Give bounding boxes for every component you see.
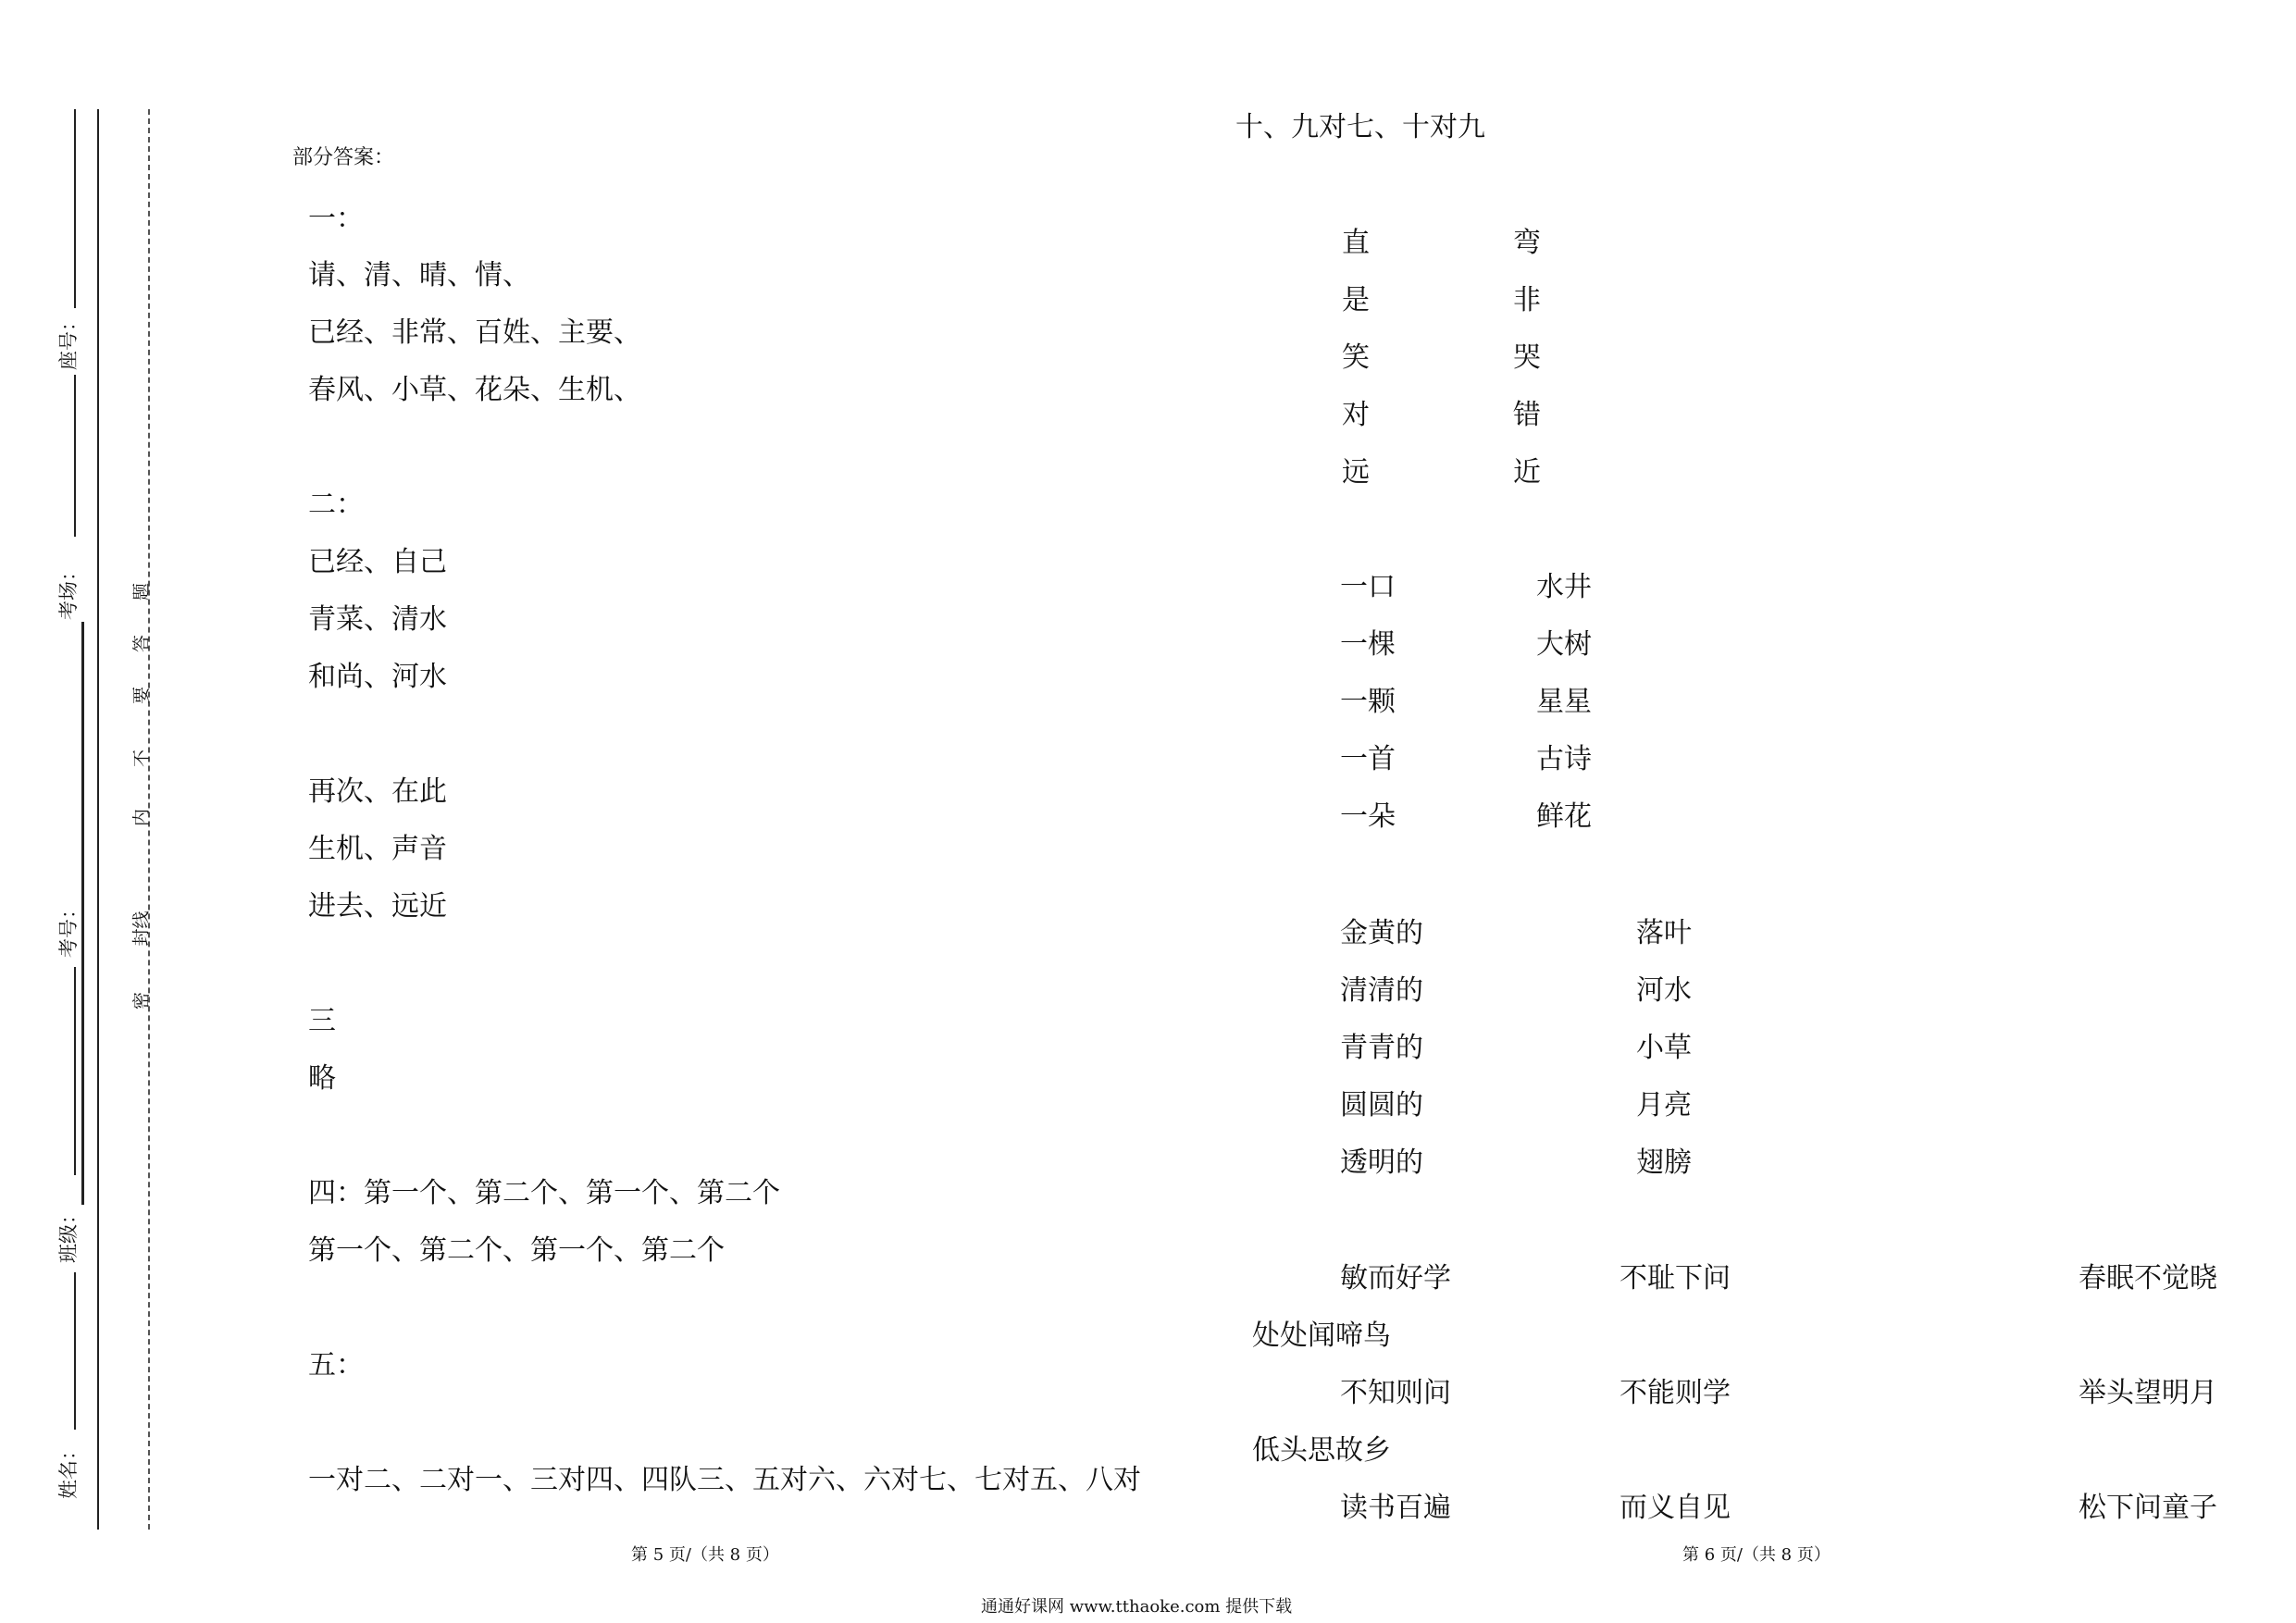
measure-word: 一朵 — [1340, 800, 1396, 833]
measure-word: 一首 — [1340, 743, 1396, 775]
poem-line: 处处闻啼鸟 — [1252, 1319, 1391, 1352]
class-underline — [74, 1272, 76, 1430]
seat-underline — [74, 109, 76, 308]
opposite-word: 弯 — [1513, 227, 1541, 259]
answer-line: 已经、自己 — [308, 546, 447, 578]
opposite-word: 哭 — [1513, 341, 1541, 374]
adjective-word: 圆圆的 — [1340, 1089, 1423, 1121]
poem-line: 低头思故乡 — [1252, 1434, 1391, 1467]
section-10-heading: 十、九对七、十对九 — [1235, 111, 1485, 143]
opposite-word: 远 — [1342, 456, 1370, 489]
phrase: 不耻下问 — [1620, 1262, 1731, 1295]
page-footer-right: 第 6 页/（共 8 页） — [1682, 1545, 1831, 1565]
seal-char: 内 — [131, 808, 153, 827]
margin-inner-thick-line — [81, 622, 84, 1205]
noun-word: 小草 — [1636, 1032, 1692, 1064]
noun-word: 星星 — [1536, 686, 1592, 718]
answer-line: 略 — [308, 1062, 336, 1095]
noun-word: 落叶 — [1636, 917, 1692, 949]
adjective-word: 清清的 — [1340, 974, 1423, 1007]
answer-line: 进去、远近 — [308, 890, 447, 923]
seal-char: 要 — [131, 686, 153, 705]
measure-word: 一棵 — [1340, 628, 1396, 661]
opposite-word: 近 — [1513, 456, 1541, 489]
answer-line: 生机、声音 — [308, 833, 447, 865]
opposite-word: 直 — [1342, 227, 1370, 259]
phrase: 敏而好学 — [1340, 1262, 1451, 1295]
answer-line: 请、清、晴、情、 — [308, 259, 530, 291]
measure-word: 一颗 — [1340, 686, 1396, 718]
adjective-right-column — [1636, 917, 1692, 1207]
room-label: 考场： — [57, 562, 80, 620]
answer-line: 和尚、河水 — [308, 661, 447, 693]
noun-word: 大树 — [1536, 628, 1592, 661]
answer-line: 春风、小草、花朵、生机、 — [308, 374, 641, 406]
seat-label: 座号： — [57, 312, 80, 370]
answer-line: 青菜、清水 — [308, 603, 447, 636]
phrase: 而义自见 — [1620, 1492, 1731, 1524]
class-label: 班级： — [57, 1205, 80, 1263]
seal-char: 题 — [131, 582, 153, 601]
margin-outer-line — [97, 109, 99, 1530]
noun-word: 月亮 — [1636, 1089, 1692, 1121]
opposite-word: 错 — [1513, 399, 1541, 431]
section-4-line: 四：第一个、第二个、第一个、第二个 — [308, 1177, 780, 1209]
noun-word: 古诗 — [1536, 743, 1592, 775]
room-underline — [74, 375, 76, 537]
page-footer-left: 第 5 页/（共 8 页） — [631, 1545, 779, 1565]
download-credit: 通通好课网 www.tthaoke.com 提供下载 — [981, 1597, 1293, 1617]
section-5-title: 五： — [308, 1349, 364, 1381]
phrase: 不知则问 — [1340, 1377, 1451, 1409]
opposite-word: 是 — [1342, 284, 1370, 316]
noun-word: 鲜花 — [1536, 800, 1592, 833]
opposites-left-column — [1342, 229, 1370, 516]
exam-no-label: 考号： — [57, 899, 80, 958]
measure-right-column — [1536, 571, 1592, 861]
poem-line: 春眠不觉晓 — [2079, 1262, 2217, 1295]
poem-line: 举头望明月 — [2079, 1377, 2217, 1409]
adjective-word: 透明的 — [1340, 1146, 1423, 1179]
exam-no-underline — [74, 967, 76, 1175]
opposite-word: 笑 — [1342, 341, 1370, 374]
seal-char: 封线 — [130, 911, 152, 947]
section-3-title: 三 — [308, 1005, 336, 1037]
answer-line: 再次、在此 — [308, 775, 447, 808]
noun-word: 翅膀 — [1636, 1146, 1692, 1179]
answer-line: 一对二、二对一、三对四、四队三、五对六、六对七、七对五、八对 — [308, 1464, 1141, 1496]
section-2-title: 二： — [308, 489, 364, 521]
poem-line: 松下问童子 — [2079, 1492, 2217, 1524]
opposite-word: 非 — [1513, 284, 1541, 316]
phrase: 不能则学 — [1620, 1377, 1731, 1409]
adjective-left-column — [1340, 917, 1423, 1207]
answer-line: 第一个、第二个、第一个、第二个 — [308, 1234, 725, 1267]
noun-word: 水井 — [1536, 571, 1592, 603]
seal-char: 不 — [131, 749, 153, 768]
adjective-word: 青青的 — [1340, 1032, 1423, 1064]
name-label: 姓名： — [57, 1441, 80, 1499]
seal-char: 密 — [131, 991, 153, 1010]
answer-line: 已经、非常、百姓、主要、 — [308, 316, 641, 349]
noun-word: 河水 — [1636, 974, 1692, 1007]
answers-heading: 部分答案： — [292, 146, 395, 169]
seal-char: 答 — [131, 634, 153, 653]
phrase: 读书百遍 — [1340, 1492, 1451, 1524]
opposite-word: 对 — [1342, 399, 1370, 431]
measure-left-column — [1340, 571, 1396, 861]
opposites-right-column — [1513, 229, 1541, 516]
section-1-title: 一： — [308, 203, 364, 235]
adjective-word: 金黄的 — [1340, 917, 1423, 949]
measure-word: 一口 — [1340, 571, 1396, 603]
